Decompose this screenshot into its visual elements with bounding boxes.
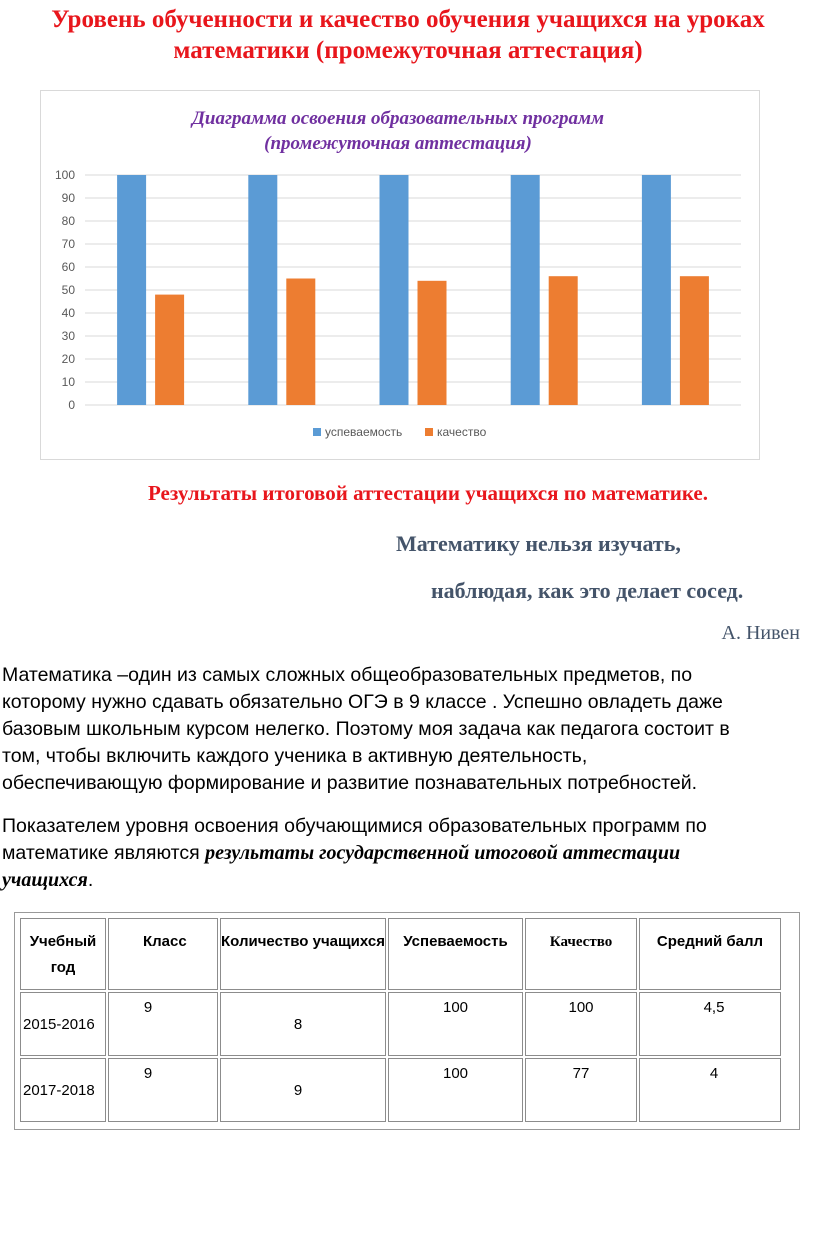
cell-count: 9: [220, 1058, 386, 1122]
y-tick-label: 80: [61, 214, 75, 228]
cell-average: 4: [639, 1058, 781, 1122]
para1-line: которому нужно сдавать обязательно ОГЭ в 9 классе . Успешно овладеть даже: [2, 691, 723, 713]
chart-title-line2: (промежуточная аттестация): [264, 133, 532, 154]
quote-line1: Математику нельзя изучать,: [396, 531, 681, 556]
legend-label: успеваемость: [325, 425, 403, 439]
para2-period: .: [87, 869, 94, 891]
header-label: Средний балл: [656, 933, 764, 950]
chart-title-line1: Диаграмма освоения образовательных программ: [191, 108, 605, 129]
bar-uspevaemost: [248, 175, 277, 405]
page-title: [0, 4, 816, 66]
legend-swatch: [425, 428, 433, 436]
results-table: [18, 916, 783, 1124]
cell-performance: 100: [388, 992, 523, 1056]
para2-emphasis-end: учащихся: [2, 869, 88, 891]
cell-performance: 100: [388, 1058, 523, 1122]
bar-kachestvo: [549, 276, 578, 405]
paragraph-results: [2, 813, 792, 894]
cell-year: 2015-2016: [20, 992, 106, 1056]
results-table-frame: [14, 912, 800, 1130]
para1-line: Математика –один из самых сложных общеобразовательных предметов, по: [2, 664, 693, 686]
cell-class: 9: [108, 992, 218, 1056]
table-row: [20, 1058, 781, 1122]
bar-chart: [40, 90, 760, 460]
y-tick-label: 60: [61, 260, 75, 274]
quote-author: А. Нивен: [721, 622, 800, 644]
paragraph-intro: [2, 662, 792, 797]
cell-average: 4,5: [639, 992, 781, 1056]
chart-svg: [41, 91, 759, 459]
quote-line2: наблюдая, как это делает сосед.: [431, 578, 744, 603]
header-label: Класс: [143, 933, 187, 950]
header-cell-quality: [525, 918, 637, 990]
y-tick-label: 20: [61, 352, 75, 366]
y-tick-label: 0: [68, 398, 75, 412]
para2-line3: [2, 867, 792, 894]
legend-label: качество: [437, 425, 487, 439]
cell-class: 9: [108, 1058, 218, 1122]
chart-y-ticks: [55, 168, 75, 412]
chart-legend: [313, 425, 487, 439]
y-tick-label: 70: [61, 237, 75, 251]
header-label: Учебный год: [29, 933, 97, 976]
bar-uspevaemost: [380, 175, 409, 405]
bar-kachestvo: [418, 281, 447, 405]
section-heading: Результаты итоговой аттестации учащихся по математике.: [148, 481, 708, 505]
bar-kachestvo: [680, 276, 709, 405]
bar-kachestvo: [155, 295, 184, 405]
header-cell-year: [20, 918, 106, 990]
cell-year: 2017-2018: [20, 1058, 106, 1122]
para2-plain: математике являются: [2, 842, 206, 864]
cell-count: 8: [220, 992, 386, 1056]
header-cell-performance: [388, 918, 523, 990]
y-tick-label: 40: [61, 306, 75, 320]
table-header-row: [20, 918, 781, 990]
bar-uspevaemost: [511, 175, 540, 405]
bar-uspevaemost: [642, 175, 671, 405]
header-label: Качество: [549, 934, 613, 950]
bar-uspevaemost: [117, 175, 146, 405]
cell-quality: 100: [525, 992, 637, 1056]
y-tick-label: 10: [61, 375, 75, 389]
legend-swatch: [313, 428, 321, 436]
y-tick-label: 90: [61, 191, 75, 205]
header-cell-count: [220, 918, 386, 990]
y-tick-label: 100: [54, 168, 75, 182]
header-label: Количество учащихся: [221, 933, 385, 950]
table-row: [20, 992, 781, 1056]
cell-quality: 77: [525, 1058, 637, 1122]
para2-line1: Показателем уровня освоения обучающимися образовательных программ по: [2, 815, 707, 837]
header-cell-average: [639, 918, 781, 990]
bar-kachestvo: [286, 279, 315, 406]
y-tick-label: 50: [61, 283, 75, 297]
para2-emphasis: результаты государственной итоговой аттестации: [205, 842, 681, 864]
para1-line: базовым школьным курсом нелегко. Поэтому моя задача как педагога состоит в: [2, 718, 730, 740]
para1-line: том, чтобы включить каждого ученика в активную деятельность,: [2, 745, 588, 767]
para1-line: обеспечивающую формирование и развитие познавательных потребностей.: [2, 772, 698, 794]
header-cell-class: [108, 918, 218, 990]
page-title-line1: Уровень обученности и качество обучения учащихся на уроках: [51, 6, 765, 33]
page-title-line2: математики (промежуточная аттестация): [173, 37, 643, 64]
y-tick-label: 30: [61, 329, 75, 343]
header-label: Успеваемость: [403, 933, 508, 950]
para2-line2: [2, 840, 792, 867]
